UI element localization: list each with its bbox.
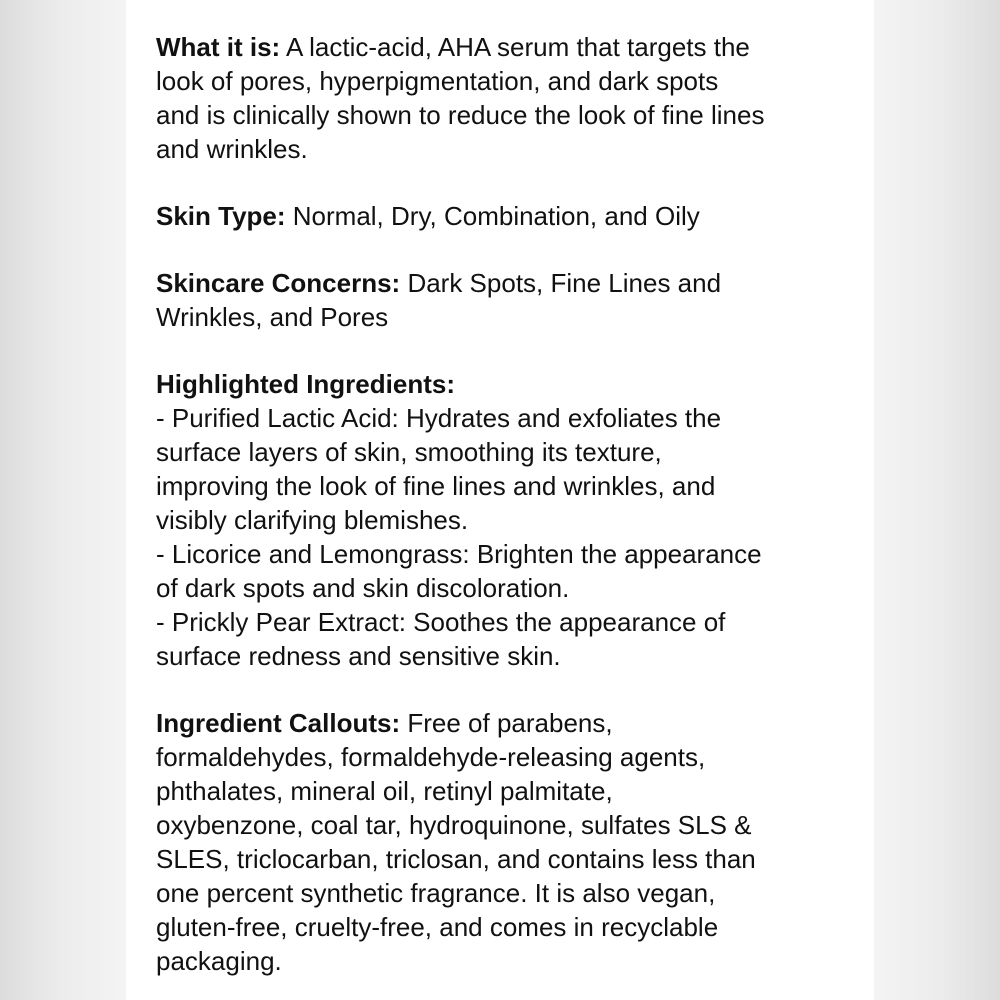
skincare-concerns-text-1: Dark Spots, Fine Lines and bbox=[400, 268, 722, 298]
highlighted-ingredients-section bbox=[156, 367, 854, 673]
highlighted-ingredients-text-2: surface layers of skin, smoothing its texture, bbox=[156, 437, 662, 467]
skin-type-text-1: Normal, Dry, Combination, and Oily bbox=[285, 201, 700, 231]
highlighted-ingredients-text-8: surface redness and sensitive skin. bbox=[156, 641, 561, 671]
highlighted-ingredients-text-5: - Licorice and Lemongrass: Brighten the appearance bbox=[156, 539, 762, 569]
highlighted-ingredients-label: Highlighted Ingredients: bbox=[156, 369, 455, 399]
skin-type-label: Skin Type: bbox=[156, 201, 286, 231]
ingredient-callouts-text-1: Free of parabens, bbox=[400, 708, 613, 738]
what-it-is-line-1 bbox=[156, 30, 854, 64]
ingredient-callouts-text-7: gluten-free, cruelty-free, and comes in recyclable bbox=[156, 912, 719, 942]
skincare-concerns-label: Skincare Concerns: bbox=[156, 268, 401, 298]
skincare-concerns-text-2: Wrinkles, and Pores bbox=[156, 302, 389, 332]
ingredient-callouts-text-3: phthalates, mineral oil, retinyl palmitate, bbox=[156, 776, 613, 806]
what-it-is-section bbox=[156, 30, 854, 166]
skin-type-line-1 bbox=[156, 199, 854, 233]
ingredient-callouts-text-2: formaldehydes, formaldehyde-releasing agents, bbox=[156, 742, 706, 772]
ingredient-callouts-text-8: packaging. bbox=[156, 946, 282, 976]
what-it-is-label: What it is: bbox=[156, 32, 281, 62]
skincare-concerns-line-1 bbox=[156, 266, 854, 300]
skincare-concerns-section bbox=[156, 266, 854, 334]
ingredient-callouts-text-5: SLES, triclocarban, triclosan, and contains less than bbox=[156, 844, 756, 874]
highlighted-ingredients-text-3: improving the look of fine lines and wrinkles, and bbox=[156, 471, 716, 501]
what-it-is-text-1: A lactic-acid, AHA serum that targets the bbox=[280, 32, 750, 62]
ingredient-callouts-label: Ingredient Callouts: bbox=[156, 708, 401, 738]
skin-type-section bbox=[156, 199, 854, 233]
what-it-is-text-4: and wrinkles. bbox=[156, 134, 308, 164]
highlighted-ingredients-text-6: of dark spots and skin discoloration. bbox=[156, 573, 570, 603]
ingredient-callouts-section bbox=[156, 706, 854, 978]
ingredient-callouts-text-4: oxybenzone, coal tar, hydroquinone, sulfates SLS & bbox=[156, 810, 752, 840]
highlighted-ingredients-text-7: - Prickly Pear Extract: Soothes the appearance of bbox=[156, 607, 726, 637]
highlighted-ingredients-text-1: - Purified Lactic Acid: Hydrates and exfoliates the bbox=[156, 403, 722, 433]
highlighted-ingredients-text-4: visibly clarifying blemishes. bbox=[156, 505, 469, 535]
what-it-is-text-2: look of pores, hyperpigmentation, and dark spots bbox=[156, 66, 719, 96]
ingredient-callouts-line-1 bbox=[156, 706, 854, 740]
product-description-page bbox=[126, 0, 874, 1000]
what-it-is-text-3: and is clinically shown to reduce the look of fine lines bbox=[156, 100, 765, 130]
ingredient-callouts-text-6: one percent synthetic fragrance. It is also vegan, bbox=[156, 878, 716, 908]
